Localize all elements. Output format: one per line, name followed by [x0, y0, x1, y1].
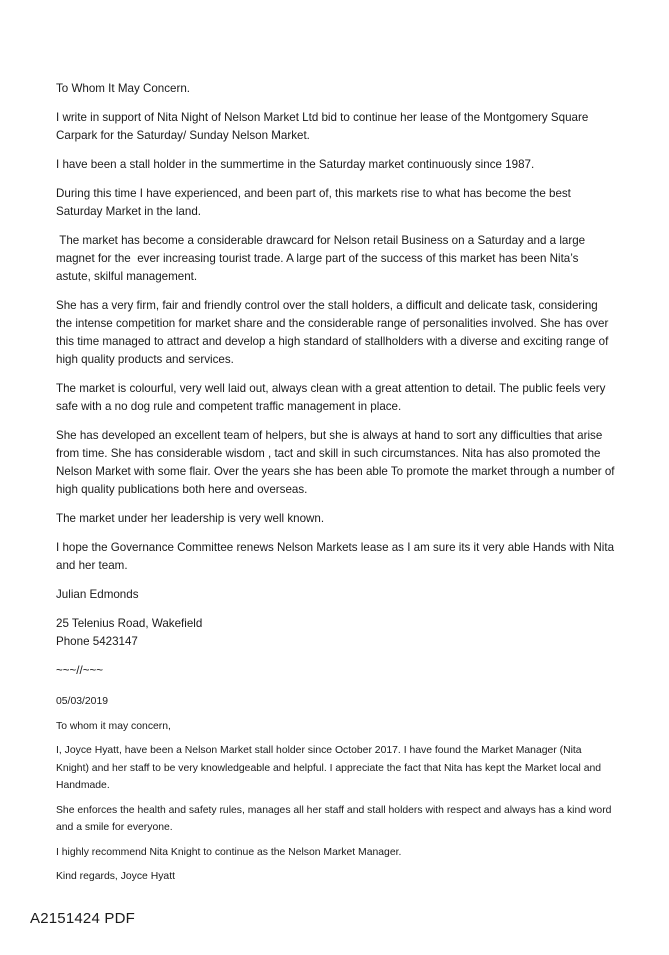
letter-paragraph: The market has become a considerable drawcard for Nelson retail Business on a Saturday and a large magnet for the ever increasing tourist trade. A large part of the success of this market has been Nita’s astute, skilful management.	[56, 234, 589, 283]
letter-paragraph: She has developed an excellent team of helpers, but she is always at hand to sort any difficulties that arise from time. She has considerable wisdom , tact and skill in such circumstances. Nita has also promoted the Nelson Market with some flair. Over the years she has been able To promote the market through a number of high quality publications both here and overseas.	[56, 429, 615, 496]
letter-paragraph: I highly recommend Nita Knight to continue as the Nelson Market Manager.	[56, 846, 402, 858]
document-id-footer: A2151424 PDF	[30, 910, 135, 927]
phone-line: Phone 5423147	[56, 635, 138, 648]
separator: ~~~//~~~	[56, 664, 104, 677]
letter-paragraph: I hope the Governance Committee renews Nelson Markets lease as I am sure its it very able Hands with Nita and her team.	[56, 541, 615, 572]
letter-date: 05/03/2019	[56, 696, 109, 707]
contact-block	[56, 615, 616, 651]
support-letter-julian-edmonds	[56, 80, 616, 691]
letter-closing: Kind regards, Joyce Hyatt	[56, 871, 175, 882]
signature-name: Julian Edmonds	[56, 588, 139, 601]
letter-salutation: To Whom It May Concern.	[56, 82, 191, 95]
letter-paragraph: I write in support of Nita Night of Nelson Market Ltd bid to continue her lease of the Montgomery Square Carpark for the Saturday/ Sunday Nelson Market.	[56, 111, 589, 142]
letter-paragraph: She enforces the health and safety rules, manages all her staff and stall holders with respect and always has a kind word and a smile for everyone.	[56, 804, 612, 833]
letter-salutation: To whom it may concern,	[56, 720, 171, 732]
letter-paragraph: She has a very firm, fair and friendly control over the stall holders, a difficult and delicate task, considering the intense competition for market share and the considerable range of personalities involved. She has over this time managed to attract and develop a high standard of stallholders with a diverse and exciting range of high quality products and services.	[56, 299, 609, 366]
letter-paragraph: The market is colourful, very well laid out, always clean with a great attention to detail. The public feels very safe with a no dog rule and competent traffic management in place.	[56, 382, 606, 413]
letter-paragraph: I have been a stall holder in the summertime in the Saturday market continuously since 1987.	[56, 158, 535, 171]
letter-paragraph: I, Joyce Hyatt, have been a Nelson Market stall holder since October 2017. I have found the Market Manager (Nita Knight) and her staff to be very knowledgeable and helpful. I appreciate the fact that Nita has kept the Market local and Handmade.	[56, 745, 602, 791]
letter-paragraph: During this time I have experienced, and been part of, this markets rise to what has become the best Saturday Market in the land.	[56, 187, 571, 218]
support-letter-joyce-hyatt	[56, 693, 616, 893]
address-line: 25 Telenius Road, Wakefield	[56, 617, 203, 630]
letter-paragraph: The market under her leadership is very well known.	[56, 512, 325, 525]
